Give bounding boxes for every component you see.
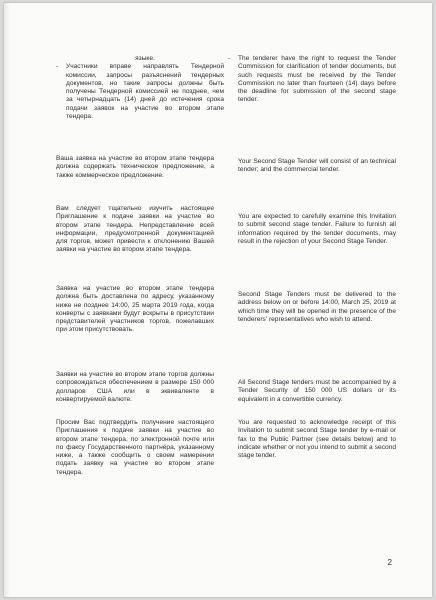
clause-row-5	[56, 371, 396, 404]
scan-edge-shadow	[4, 3, 10, 597]
clause-5-english: All Second Stage tenders must be accompanied by a Tender Security of 150 000 US dollars or its equivalent in a convertible currency.	[238, 379, 396, 403]
clause-1-english-bullet: -	[228, 55, 231, 62]
clause-row-1	[56, 55, 396, 121]
clause-1-russian-bullet: -	[56, 63, 59, 71]
document-page	[4, 3, 432, 597]
clause-4-english: Second Stage Tenders must be delivered to the address below on or before 14:00, March 25, 2019 at which time they will be opened in the presence of the tenderers' representatives who wish to attend.	[238, 291, 396, 323]
clause-row-6	[56, 419, 396, 477]
clause-2-russian: Ваша заявка на участие во втором этапе тендера должна содержать техническое предложение, а также коммерческое предложение.	[56, 155, 214, 179]
clause-1-russian	[56, 55, 224, 121]
clause-row-4	[56, 285, 396, 335]
clause-6-russian: Просим Вас подтвердить получение настоящего Приглашения к подаче заявки на участие во втором этапе тендера, по электронной почте или по факсу Государственного партнёра, указанному ниже, а также сообщить о своем намерении подать заявку на участие во втором этапе тендера.	[56, 419, 214, 476]
clause-1-english-text: The tenderer have the right to request the Tender Commission for clarification of tender documents, but such requests must be received by the Tender Commission no later than fourteen (14) days before the deadline for submission of the second stage tender.	[238, 55, 396, 104]
clause-3-english: You are expected to carefully examine this Invitation to submit second stage tender. Failure to furnish all information required by the tender documents, may result in the rejection of your Second Stage Tender.	[238, 213, 396, 245]
page-number: 2	[387, 558, 392, 567]
clause-2-english: Your Second Stage Tender will consist of an technical tender; and the commercial tender.	[238, 158, 396, 174]
clause-row-2	[56, 155, 396, 180]
clause-5-russian: Заявки на участие во втором этапе торгов должны сопровождаться обеспечением в размере 150 000 долларов США или в эквиваленте в конвертируемой валюте.	[56, 371, 214, 403]
clause-3-russian: Вам следует тщательно изучить настоящее Приглашение к подаче заявки на участие во втором этапе тендера. Непредставление всей информации, предусмотренной документацией для торгов, может привести к отклонению Вашей заявки на участие во втором этапе тендера.	[56, 205, 214, 254]
clause-1-russian-intro: языке.	[135, 55, 155, 62]
clause-1-russian-text: Участники вправе направлять Тендерной комиссии, запросы разъяснений тендерных документов, но такие запросы должны быть получены Тендерной комиссией не позднее, чем за четырнадцать (14) дней до истечения срока подачи заявок на участие во втором этапе тендера.	[66, 63, 224, 121]
clause-row-3	[56, 205, 396, 255]
clause-6-english: You are requested to acknowledge receipt of this Invitation to submit second Stage tender by e-mail or fax to the Public Partner (see details below) and to indicate whether or not you intend to submit a second stage tender.	[238, 419, 396, 460]
clause-4-russian: Заявка на участие во втором этапе тендера должна быть доставлена по адресу, указанному ниже не позднее 14:00, 25 марта 2019 года, когда конверты с заявками будут вскрыты в присутствии представителей участников торгов, пожелавших при этом присутствовать.	[56, 285, 214, 334]
clause-1-english	[228, 55, 396, 121]
